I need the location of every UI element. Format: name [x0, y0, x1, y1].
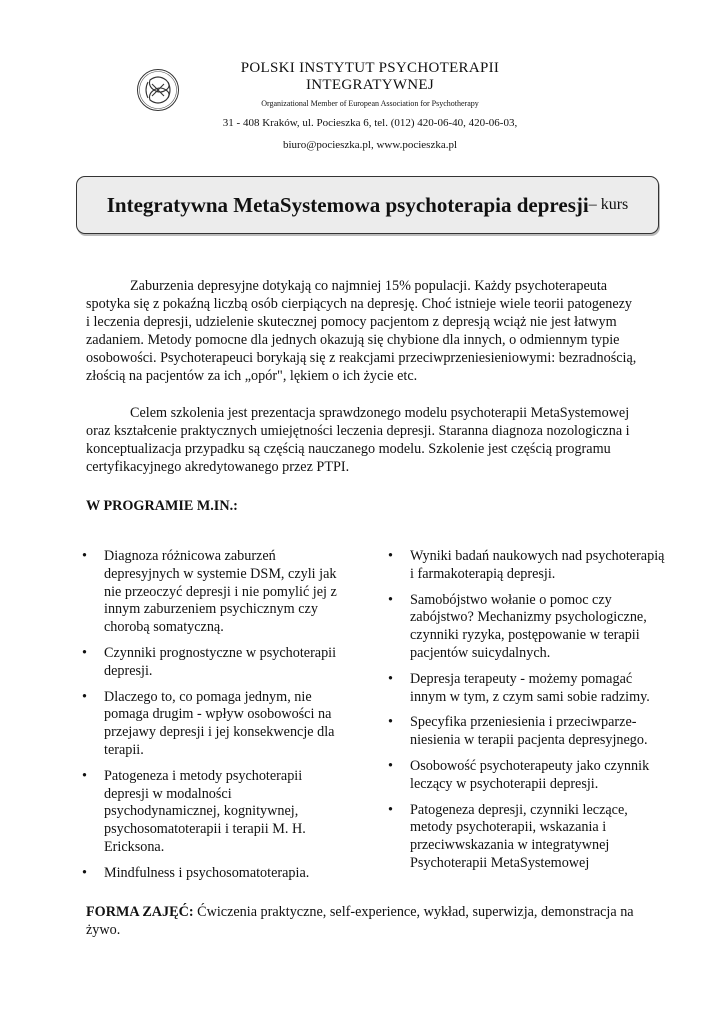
organization-header [205, 60, 535, 152]
celtic-knot-logo-icon [136, 68, 180, 112]
intro-paragraph-text: Zaburzenia depresyjne dotykają co najmniej 15% populacji. Każdy psychoterapeuta spotyka się z pokaźną liczbą osób cierpiących na depresję. Choć istnieje wiele teorii patogenezy i leczenia depresji, udzielenie skutecznej pomocy pacjentom z depresją wciąż nie jest łatwym zadaniem. Metody pomocne dla jednych okazują się chybione dla innych, o odmiennym typie osobowości. Psychoterapeuci borykają się z reakcjami przeciwprzeniesieniowymi: bezradnością, złością na pacjentów za ich „opór", lękiem o ich życie etc. [86, 278, 637, 384]
membership-note: Organizational Member of European Association for Psychotherapy [261, 99, 479, 108]
goal-paragraph-text: Celem szkolenia jest prezentacja sprawdzonego modelu psychoterapii MetaSystemowej oraz kształcenie praktycznych umiejętności leczenia depresji. Staranna diagnoza nozologiczna i konceptualizacja przypadku są częścią nauczanego modelu. Szkolenie jest częścią programu certyfikacyjnego akredytowanego przez PTPI. [86, 405, 630, 475]
org-name-line2: INTEGRATYWNEJ [305, 77, 435, 93]
list-item: • Depresja terapeuty - możemy pomagać innym w tym, z czym sami sobie radzimy. [388, 671, 668, 707]
list-item: • Dlaczego to, co pomaga jednym, nie pomaga drugim - wpływ osobowości na przejawy depresji i jej konsekwencje dla terapii. [82, 689, 347, 760]
list-item: • Samobójstwo wołanie o pomoc czy zabójstwo? Mechanizmy psychologiczne, czynniki ryzyka, postępowanie w terapii pacjentów suicydalnych. [388, 592, 668, 663]
program-heading: W PROGRAMIE M.IN.: [86, 498, 238, 514]
list-item: • Specyfika przeniesienia i przeciwparze-niesienia w terapii pacjenta depresyjnego. [388, 714, 668, 750]
course-title-box [76, 176, 659, 234]
list-item: • Osobowość psychoterapeuty jako czynnik leczący w psychoterapii depresji. [388, 758, 668, 794]
list-item: • Wyniki badań naukowych nad psychoterapią i farmakoterapią depresji. [388, 548, 668, 584]
list-item: • Patogeneza depresji, czynniki leczące, metody psychoterapii, wskazania i przeciwwskazania w integratywnej Psychoterapii MetaSystemowej [388, 802, 668, 873]
class-format-text: Ćwiczenia praktyczne, self-experience, wykład, superwizja, demonstracja na żywo. [86, 904, 634, 938]
list-item: • Diagnoza różnicowa zaburzeń depresyjnych w systemie DSM, czyli jak nie przeoczyć depresji i nie pomylić jej z innym zaburzeniem psychicznym czy chorobą somatyczną. [82, 548, 347, 637]
address-line1: 31 - 408 Kraków, ul. Pocieszka 6, tel. (012) 420-06-40, 420-06-03, [222, 117, 518, 129]
intro-paragraph [86, 277, 638, 385]
program-list-left [82, 548, 347, 891]
list-item: • Mindfulness i psychosomatoterapia. [82, 865, 347, 883]
list-item: • Czynniki prognostyczne w psychoterapii depresji. [82, 645, 347, 681]
class-format-label: FORMA ZAJĘĆ: [86, 904, 194, 920]
course-title: Integratywna MetaSystemowa psychoterapia depresji [106, 192, 589, 217]
list-item: • Patogeneza i metody psychoterapii depresji w modalności psychodynamicznej, kognitywnej, psychosomatoterapii i terapii M. H. Ericksona. [82, 768, 347, 857]
class-format [86, 903, 646, 939]
goal-paragraph [86, 404, 638, 476]
address-line2: biuro@pocieszka.pl, www.pocieszka.pl [282, 139, 458, 151]
org-name-line1: POLSKI INSTYTUT PSYCHOTERAPII [240, 60, 500, 76]
course-title-suffix: – kurs [588, 196, 629, 213]
program-list-right [388, 548, 668, 881]
